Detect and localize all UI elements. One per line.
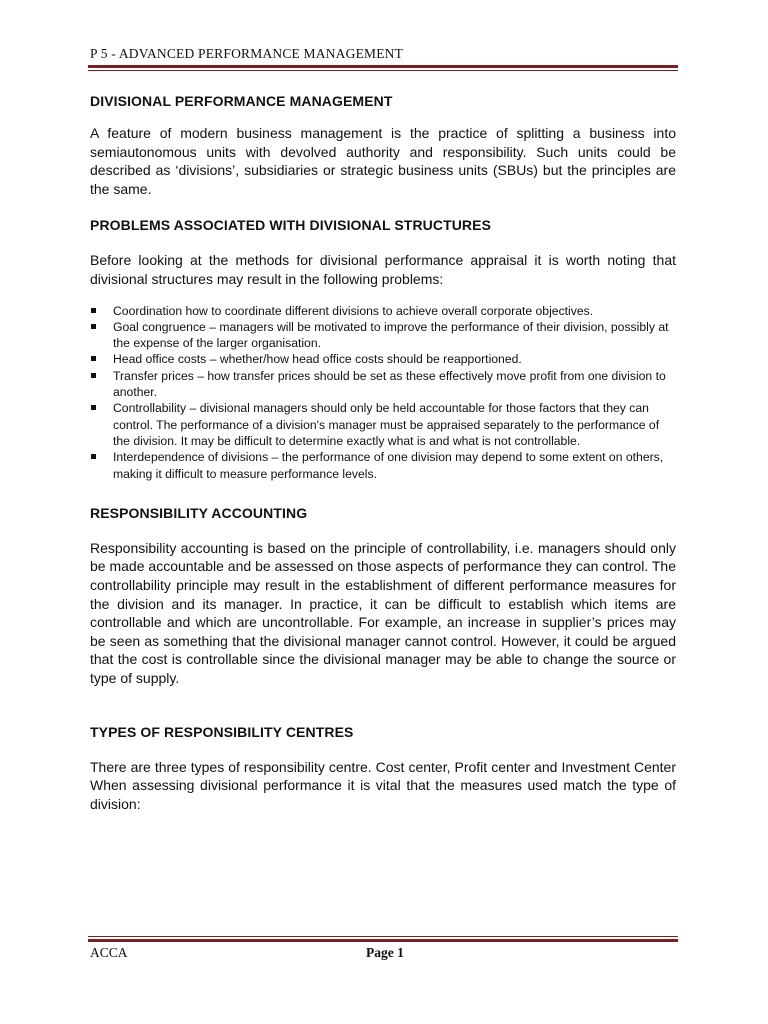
- list-item-text: Transfer prices – how transfer prices should be set as these effectively move profit from one division to another.: [113, 368, 666, 400]
- footer-organization: ACCA: [90, 945, 128, 960]
- list-item: [90, 368, 676, 401]
- bullet-square-icon: [91, 324, 96, 329]
- bullet-square-icon: [91, 373, 96, 378]
- problems-bullet-list: [90, 303, 676, 482]
- section-paragraph-responsibility-centres: There are three types of responsibility centre. Cost center, Profit center and Investment Center When assessing divisional performance it is vital that the measures used match the type of division:: [90, 758, 676, 812]
- list-item: [90, 400, 676, 449]
- section-heading-problems: PROBLEMS ASSOCIATED WITH DIVISIONAL STRUCTURES: [90, 217, 492, 234]
- section-heading-responsibility-accounting: RESPONSIBILITY ACCOUNTING: [90, 504, 308, 521]
- footer-rule-thick: [88, 939, 678, 942]
- header-rule-thin: [88, 70, 678, 71]
- list-item: [90, 449, 676, 482]
- list-item-text: Interdependence of divisions – the performance of one division may depend to some extent on others, making it difficult to measure performance levels.: [113, 450, 664, 481]
- section-paragraph-responsibility-accounting: Responsibility accounting is based on the principle of controllability, i.e. managers should only be made accountable and be assessed on those aspects of performance they can control. The controllability principle may result in the establishment of different performance measures for the division and its manager. In practice, it can be difficult to establish which items are controllable and which are uncontrollable. For example, an increase in supplier’s prices may be seen as something that the divisional manager cannot control. However, it could be argued that the cost is controllable since the divisional manager may be able to change the source or type of supply.: [90, 539, 676, 686]
- list-item: [90, 319, 676, 352]
- section-heading-responsibility-centres: TYPES OF RESPONSIBILITY CENTRES: [90, 723, 354, 740]
- footer-rule-thin: [88, 936, 678, 937]
- list-item: [90, 303, 676, 319]
- list-item-text: Controllability – divisional managers should only be held accountable for those factors that they can control. The performance of a division's manager must be appraised separately to the performance of the division. It may be difficult to determine exactly what is and what is not controllable.: [113, 401, 660, 448]
- bullet-square-icon: [91, 308, 96, 313]
- list-item-text: Coordination how to coordinate different divisions to achieve overall corporate objectives.: [113, 303, 594, 318]
- document-body: [90, 92, 676, 813]
- list-item-text: Goal congruence – managers will be motivated to improve the performance of their division, possibly at the expense of the larger organisation.: [113, 319, 669, 351]
- header-title: P 5 - ADVANCED PERFORMANCE MANAGEMENT: [90, 46, 404, 61]
- section-heading-divisional-performance: DIVISIONAL PERFORMANCE MANAGEMENT: [90, 93, 393, 109]
- section-paragraph-divisional-performance: A feature of modern business management is the practice of splitting a business into semiautonomous units with devolved authority and responsibility. Such units could be described as ‘divisions’, subsidiaries or strategic business units (SBUs) but the principles are the same.: [90, 125, 676, 197]
- list-item: [90, 351, 676, 367]
- bullet-square-icon: [91, 405, 96, 410]
- bullet-square-icon: [91, 454, 96, 459]
- list-item-text: Head office costs – whether/how head office costs should be reapportioned.: [113, 352, 522, 367]
- section-paragraph-problems: Before looking at the methods for divisional performance appraisal it is worth noting that divisional structures may result in the following problems:: [90, 252, 676, 287]
- header-rule-thick: [88, 65, 678, 68]
- bullet-square-icon: [91, 356, 96, 361]
- page-number: Page 1: [366, 945, 404, 960]
